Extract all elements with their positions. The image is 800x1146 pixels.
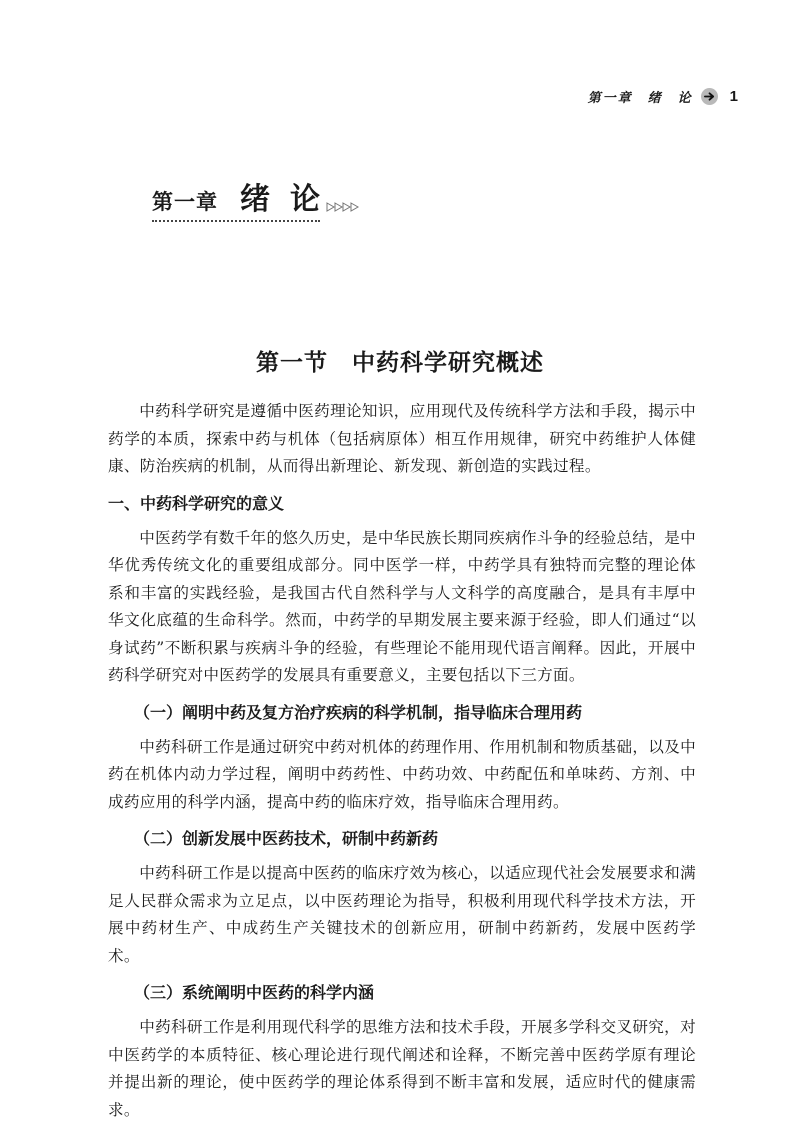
chapter-heading bbox=[152, 174, 362, 222]
intro-paragraph: 中药科学研究是遵循中医药理论知识，应用现代及传统科学方法和手段，揭示中药学的本质，探索中药与机体（包括病原体）相互作用规律，研究中药维护人体健康、防治疾病的机制，从而得出新理论、新发现、新创造的实践过程。 bbox=[108, 402, 696, 475]
running-header bbox=[588, 84, 738, 108]
triangle-chevrons-icon bbox=[326, 197, 362, 216]
chapter-label: 第一章 bbox=[152, 189, 218, 214]
section-title: 第一节 中药科学研究概述 bbox=[256, 349, 544, 376]
point-heading-1: （一）阐明中药及复方治疗疾病的科学机制，指导临床合理用药 bbox=[134, 702, 583, 722]
point-paragraph-2: 中药科研工作是以提高中医药的临床疗效为核心，以适应现代社会发展要求和满足人民群众需求为立足点，以中医药理论为指导，积极利用现代科学技术方法，开展中药材生产、中成药生产关键技术的创新应用，研制中药新药，发展中医药学术。 bbox=[108, 864, 696, 965]
page-body bbox=[108, 398, 696, 1124]
point-heading-2: （二）创新发展中医药技术，研制中药新药 bbox=[134, 829, 439, 848]
page-number: 1 bbox=[729, 87, 738, 105]
subsection-heading: 一、中药科学研究的意义 bbox=[108, 493, 285, 513]
significance-paragraph: 中医药学有数千年的悠久历史，是中华民族长期同疾病作斗争的经验总结，是中华优秀传统文化的重要组成部分。同中医学一样，中药学具有独特而完整的理论体系和丰富的实践经验，是我国古代自然科学与人文科学的高度融合，是具有丰厚中华文化底蕴的生命科学。然而，中药学的早期发展主要来源于经验，即人们通过“以身试药”不断积累与疾病斗争的经验，有些理论不能用现代语言阐释。因此，开展中药科学研究对中医药学的发展具有重要意义，主要包括以下三方面。 bbox=[108, 528, 696, 684]
point-paragraph-1: 中药科研工作是通过研究中药对机体的药理作用、作用机制和物质基础，以及中药在机体内动力学过程，阐明中药药性、中药功效、中药配伍和单味药、方剂、中成药应用的科学内涵，提高中药的临床疗效，指导临床合理用药。 bbox=[108, 737, 696, 811]
point-paragraph-3: 中药科研工作是利用现代科学的思维方法和技术手段，开展多学科交叉研究，对中医药学的本质特征、核心理论进行现代阐述和诠释，不断完善中医药学原有理论并提出新的理论，使中医药学的理论体系得到不断丰富和发展，适应时代的健康需求。 bbox=[108, 1018, 696, 1119]
arrow-right-icon bbox=[701, 88, 718, 105]
chapter-title: 绪论 bbox=[240, 182, 340, 217]
point-heading-3: （三）系统阐明中医药的科学内涵 bbox=[134, 983, 375, 1002]
running-title: 第一章 绪 论 bbox=[587, 90, 693, 106]
